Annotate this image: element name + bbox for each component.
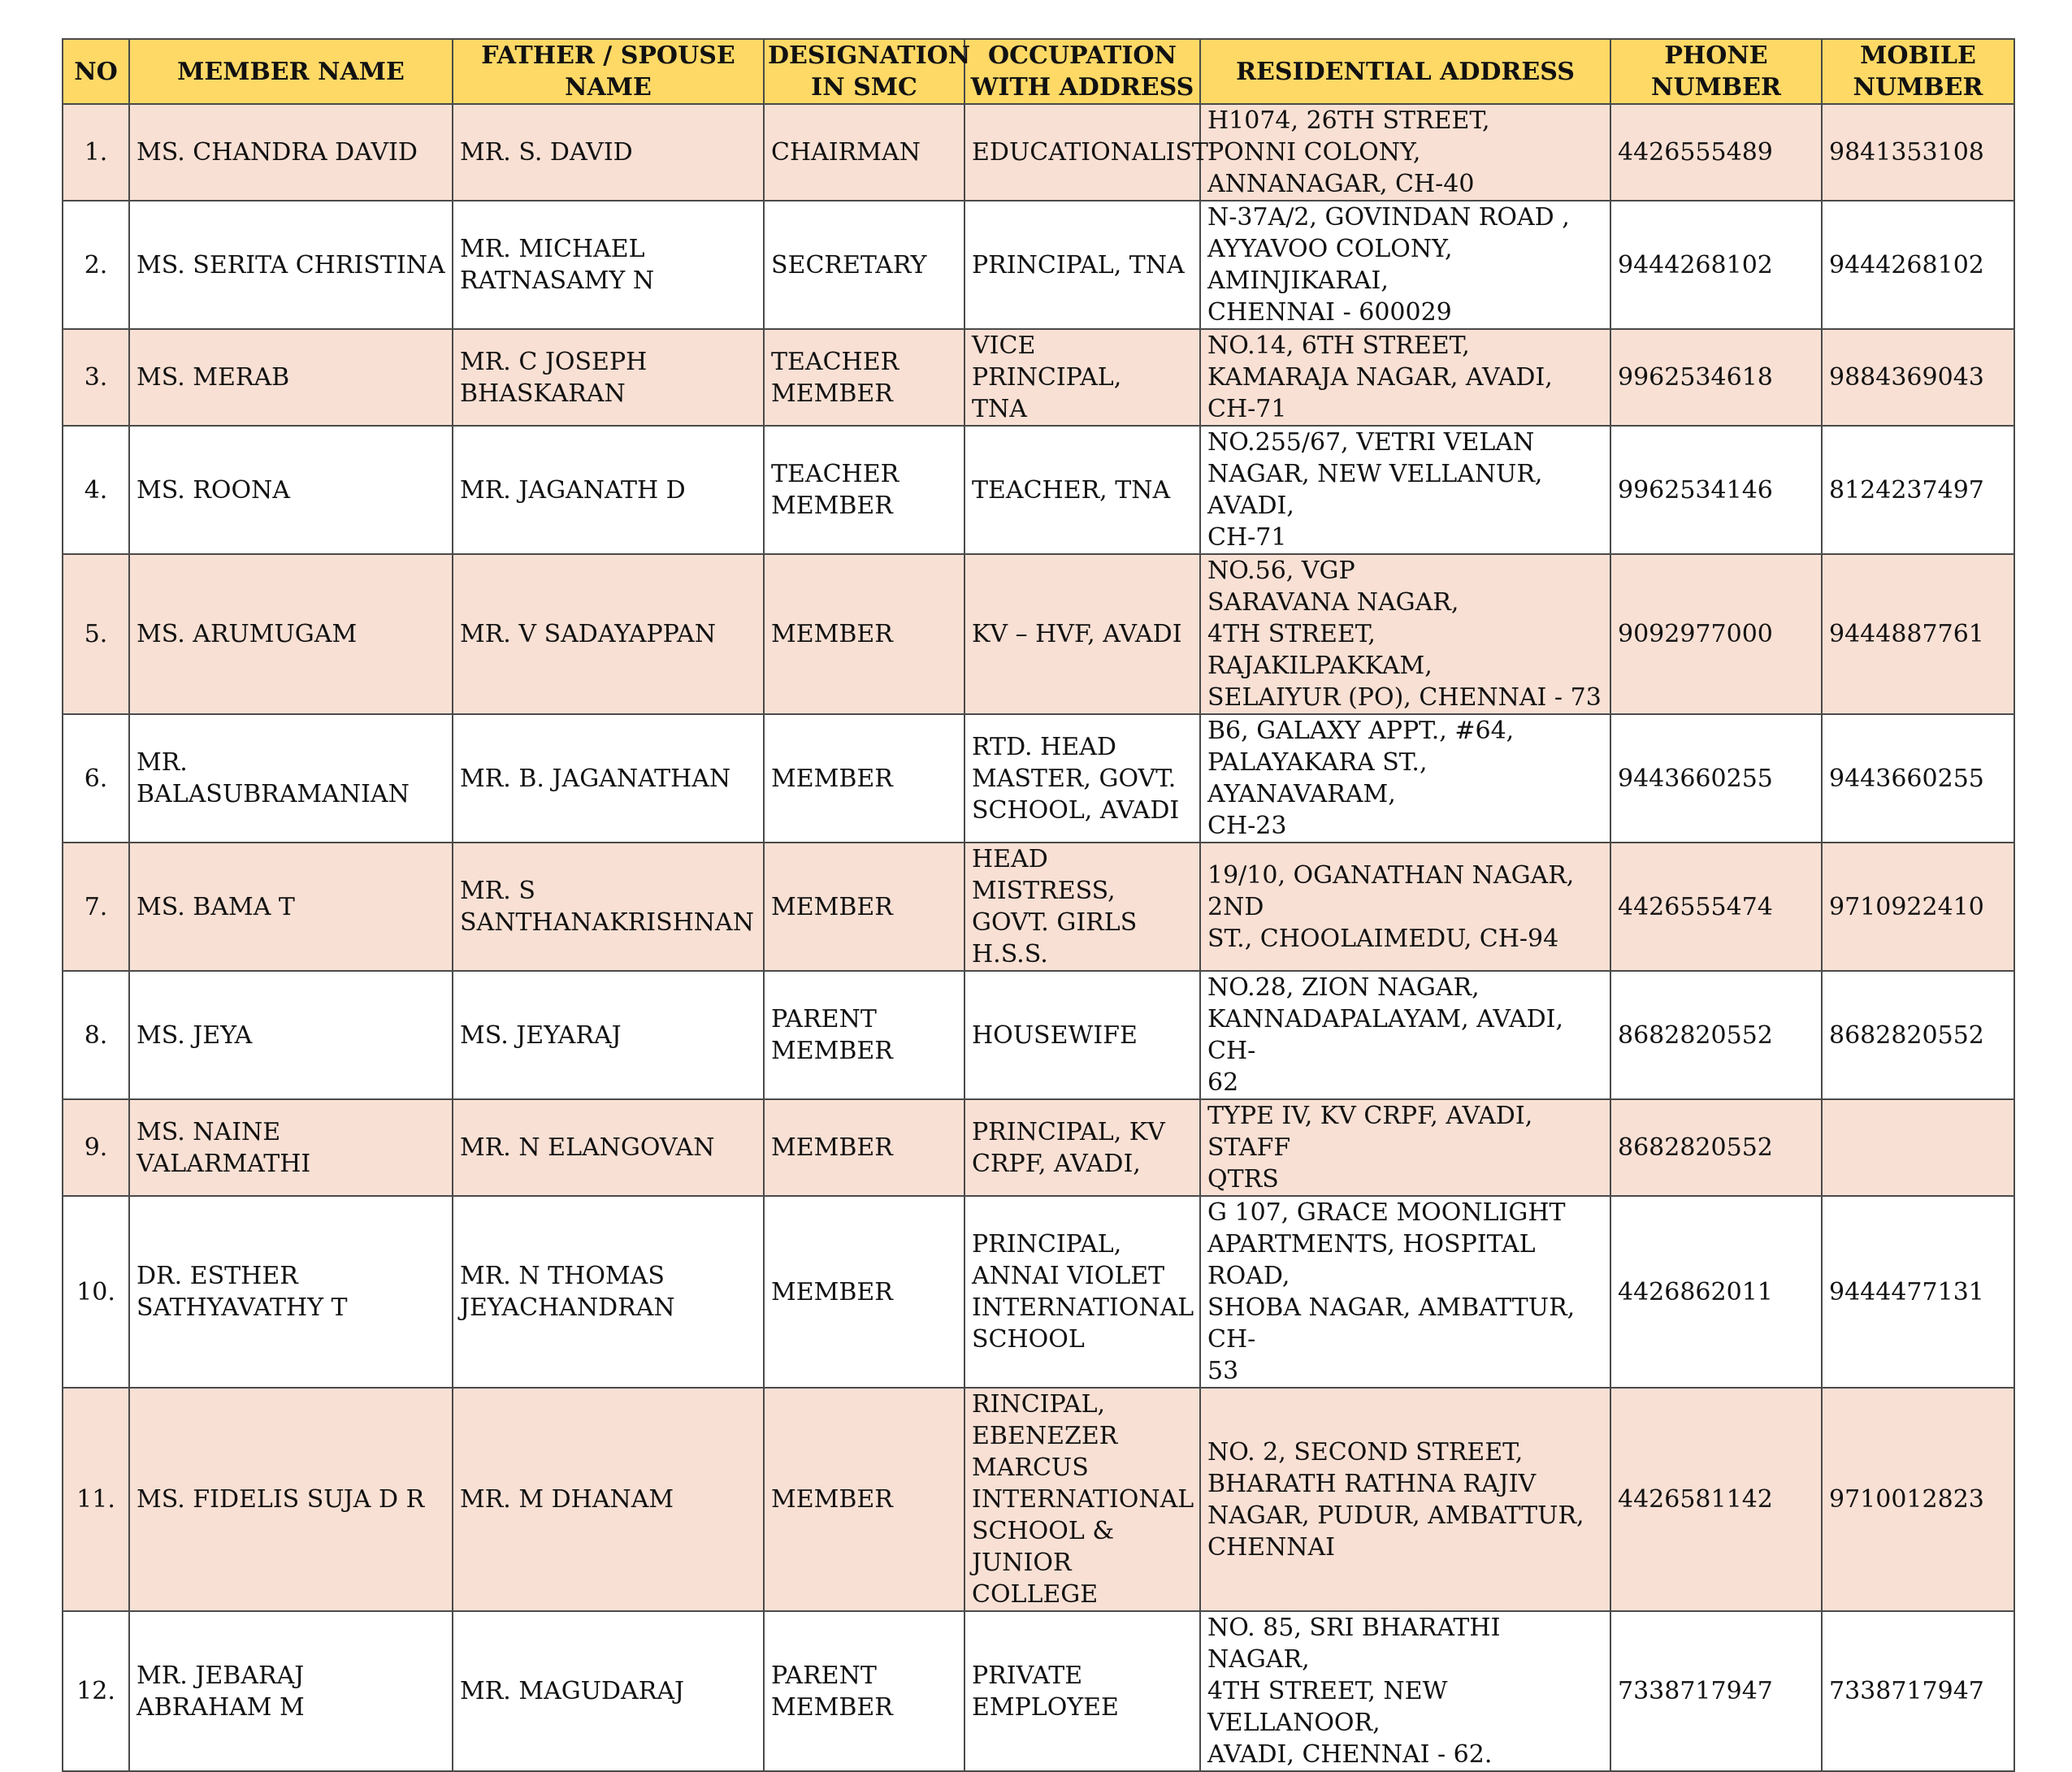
cell-no: 4. <box>63 426 129 554</box>
cell-member-name: MR. BALASUBRAMANIAN <box>129 714 453 843</box>
cell-occupation: HOUSEWIFE <box>964 971 1200 1099</box>
cell-designation: PARENT MEMBER <box>764 1611 964 1771</box>
cell-residential-address: NO.28, ZION NAGAR, KANNADAPALAYAM, AVADI, CH- 62 <box>1200 971 1610 1099</box>
cell-designation: TEACHER MEMBER <box>764 329 964 426</box>
cell-designation: CHAIRMAN <box>764 104 964 201</box>
cell-residential-address: TYPE IV, KV CRPF, AVADI, STAFF QTRS <box>1200 1099 1610 1196</box>
header-mobile-number: MOBILE NUMBER <box>1822 39 2014 104</box>
cell-occupation: PRIVATE EMPLOYEE <box>964 1611 1200 1771</box>
cell-mobile-number: 7338717947 <box>1822 1611 2014 1771</box>
table-row <box>63 971 2014 1099</box>
cell-phone-number: 9962534146 <box>1610 426 1822 554</box>
cell-mobile-number: 9710012823 <box>1822 1388 2014 1611</box>
cell-occupation: KV – HVF, AVADI <box>964 554 1200 714</box>
cell-member-name: DR. ESTHER SATHYAVATHY T <box>129 1196 453 1388</box>
cell-mobile-number: 9444887761 <box>1822 554 2014 714</box>
cell-father-spouse-name: MR. S SANTHANAKRISHNAN <box>453 843 764 971</box>
cell-residential-address: N-37A/2, GOVINDAN ROAD , AYYAVOO COLONY, AMINJIKARAI, CHENNAI - 600029 <box>1200 201 1610 329</box>
table-row <box>63 1099 2014 1196</box>
cell-no: 2. <box>63 201 129 329</box>
cell-member-name: MS. NAINE VALARMATHI <box>129 1099 453 1196</box>
table-row <box>63 843 2014 971</box>
cell-no: 5. <box>63 554 129 714</box>
cell-mobile-number <box>1822 1099 2014 1196</box>
cell-father-spouse-name: MR. MAGUDARAJ <box>453 1611 764 1771</box>
cell-father-spouse-name: MR. N THOMAS JEYACHANDRAN <box>453 1196 764 1388</box>
table-row <box>63 554 2014 714</box>
cell-father-spouse-name: MR. B. JAGANATHAN <box>453 714 764 843</box>
cell-residential-address: NO. 2, SECOND STREET, BHARATH RATHNA RAJIV NAGAR, PUDUR, AMBATTUR, CHENNAI <box>1200 1388 1610 1611</box>
cell-occupation: HEAD MISTRESS, GOVT. GIRLS H.S.S. <box>964 843 1200 971</box>
cell-no: 6. <box>63 714 129 843</box>
cell-occupation: PRINCIPAL, ANNAI VIOLET INTERNATIONAL SCHOOL <box>964 1196 1200 1388</box>
table-row <box>63 201 2014 329</box>
cell-phone-number: 7338717947 <box>1610 1611 1822 1771</box>
header-father-spouse-name: FATHER / SPOUSE NAME <box>453 39 764 104</box>
cell-occupation: TEACHER, TNA <box>964 426 1200 554</box>
cell-phone-number: 9443660255 <box>1610 714 1822 843</box>
cell-member-name: MR. JEBARAJ ABRAHAM M <box>129 1611 453 1771</box>
cell-phone-number: 4426862011 <box>1610 1196 1822 1388</box>
cell-mobile-number: 8124237497 <box>1822 426 2014 554</box>
cell-phone-number: 4426581142 <box>1610 1388 1822 1611</box>
cell-phone-number: 4426555474 <box>1610 843 1822 971</box>
cell-no: 1. <box>63 104 129 201</box>
cell-occupation: RTD. HEAD MASTER, GOVT. SCHOOL, AVADI <box>964 714 1200 843</box>
cell-residential-address: 19/10, OGANATHAN NAGAR, 2ND ST., CHOOLAIMEDU, CH-94 <box>1200 843 1610 971</box>
cell-designation: MEMBER <box>764 554 964 714</box>
cell-member-name: MS. CHANDRA DAVID <box>129 104 453 201</box>
cell-phone-number: 9444268102 <box>1610 201 1822 329</box>
cell-designation: MEMBER <box>764 714 964 843</box>
cell-no: 10. <box>63 1196 129 1388</box>
cell-member-name: MS. ROONA <box>129 426 453 554</box>
header-no: NO <box>63 39 129 104</box>
cell-residential-address: NO. 85, SRI BHARATHI NAGAR, 4TH STREET, NEW VELLANOOR, AVADI, CHENNAI - 62. <box>1200 1611 1610 1771</box>
cell-occupation: RINCIPAL, EBENEZER MARCUS INTERNATIONAL SCHOOL & JUNIOR COLLEGE <box>964 1388 1200 1611</box>
header-member-name: MEMBER NAME <box>129 39 453 104</box>
header-residential-address: RESIDENTIAL ADDRESS <box>1200 39 1610 104</box>
cell-residential-address: NO.14, 6TH STREET, KAMARAJA NAGAR, AVADI, CH-71 <box>1200 329 1610 426</box>
cell-mobile-number: 8682820552 <box>1822 971 2014 1099</box>
cell-mobile-number: 9841353108 <box>1822 104 2014 201</box>
cell-member-name: MS. BAMA T <box>129 843 453 971</box>
cell-mobile-number: 9444477131 <box>1822 1196 2014 1388</box>
header-designation: DESIGNATION IN SMC <box>764 39 964 104</box>
cell-residential-address: H1074, 26TH STREET, PONNI COLONY, ANNANAGAR, CH-40 <box>1200 104 1610 201</box>
table-row <box>63 426 2014 554</box>
cell-no: 7. <box>63 843 129 971</box>
cell-designation: PARENT MEMBER <box>764 971 964 1099</box>
cell-phone-number: 8682820552 <box>1610 1099 1822 1196</box>
cell-no: 12. <box>63 1611 129 1771</box>
cell-father-spouse-name: MS. JEYARAJ <box>453 971 764 1099</box>
cell-mobile-number: 9444268102 <box>1822 201 2014 329</box>
cell-occupation: PRINCIPAL, TNA <box>964 201 1200 329</box>
header-occupation: OCCUPATION WITH ADDRESS <box>964 39 1200 104</box>
cell-residential-address: NO.56, VGP SARAVANA NAGAR, 4TH STREET, RAJAKILPAKKAM, SELAIYUR (PO), CHENNAI - 73 <box>1200 554 1610 714</box>
table-row <box>63 1388 2014 1611</box>
cell-occupation: EDUCATIONALIST <box>964 104 1200 201</box>
smc-members-table <box>62 38 2015 1772</box>
table-row <box>63 1196 2014 1388</box>
cell-phone-number: 4426555489 <box>1610 104 1822 201</box>
cell-occupation: VICE PRINCIPAL, TNA <box>964 329 1200 426</box>
table-row <box>63 1611 2014 1771</box>
cell-mobile-number: 9443660255 <box>1822 714 2014 843</box>
cell-member-name: MS. MERAB <box>129 329 453 426</box>
table-row <box>63 329 2014 426</box>
header-phone-number: PHONE NUMBER <box>1610 39 1822 104</box>
cell-member-name: MS. FIDELIS SUJA D R <box>129 1388 453 1611</box>
cell-phone-number: 8682820552 <box>1610 971 1822 1099</box>
cell-member-name: MS. JEYA <box>129 971 453 1099</box>
cell-designation: MEMBER <box>764 1196 964 1388</box>
cell-designation: TEACHER MEMBER <box>764 426 964 554</box>
cell-father-spouse-name: MR. M DHANAM <box>453 1388 764 1611</box>
cell-residential-address: B6, GALAXY APPT., #64, PALAYAKARA ST., AYANAVARAM, CH-23 <box>1200 714 1610 843</box>
cell-father-spouse-name: MR. MICHAEL RATNASAMY N <box>453 201 764 329</box>
cell-designation: MEMBER <box>764 843 964 971</box>
cell-father-spouse-name: MR. C JOSEPH BHASKARAN <box>453 329 764 426</box>
cell-no: 11. <box>63 1388 129 1611</box>
cell-member-name: MS. ARUMUGAM <box>129 554 453 714</box>
cell-father-spouse-name: MR. N ELANGOVAN <box>453 1099 764 1196</box>
cell-residential-address: G 107, GRACE MOONLIGHT APARTMENTS, HOSPITAL ROAD, SHOBA NAGAR, AMBATTUR, CH- 53 <box>1200 1196 1610 1388</box>
cell-no: 8. <box>63 971 129 1099</box>
cell-member-name: MS. SERITA CHRISTINA <box>129 201 453 329</box>
cell-no: 3. <box>63 329 129 426</box>
header-row <box>63 39 2014 104</box>
cell-occupation: PRINCIPAL, KV CRPF, AVADI, <box>964 1099 1200 1196</box>
cell-residential-address: NO.255/67, VETRI VELAN NAGAR, NEW VELLANUR, AVADI, CH-71 <box>1200 426 1610 554</box>
cell-father-spouse-name: MR. JAGANATH D <box>453 426 764 554</box>
cell-designation: MEMBER <box>764 1388 964 1611</box>
cell-no: 9. <box>63 1099 129 1196</box>
cell-phone-number: 9962534618 <box>1610 329 1822 426</box>
cell-mobile-number: 9710922410 <box>1822 843 2014 971</box>
cell-father-spouse-name: MR. S. DAVID <box>453 104 764 201</box>
cell-designation: MEMBER <box>764 1099 964 1196</box>
cell-phone-number: 9092977000 <box>1610 554 1822 714</box>
cell-mobile-number: 9884369043 <box>1822 329 2014 426</box>
table-row <box>63 104 2014 201</box>
table-row <box>63 714 2014 843</box>
cell-father-spouse-name: MR. V SADAYAPPAN <box>453 554 764 714</box>
cell-designation: SECRETARY <box>764 201 964 329</box>
